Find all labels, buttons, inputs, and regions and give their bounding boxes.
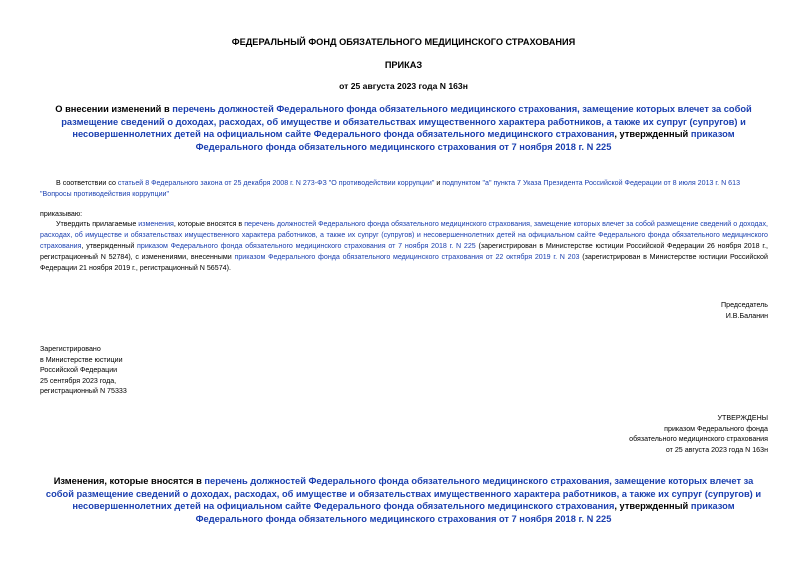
approved-line-3: обязательного медицинского страхования (629, 435, 768, 444)
registration-line-2: в Министерстве юстиции (40, 355, 123, 364)
changes-title-middle: , утвержденный (614, 501, 691, 512)
body-link-list[interactable]: перечень должностей Федерального фонда обязательного медицинского страхования, замещение которых влечет за собой размещение сведений о доходах, расходах, об имуществе и обязательствах имущественного характера работников, а также их супруг (супругов) и несовершеннолетних детей на официальном сайте Федерального фонда обязательного медицинского страхования (40, 220, 768, 250)
basis-paragraph (40, 178, 768, 199)
body-link-changes[interactable]: изменения (138, 220, 174, 228)
signature-position: Председатель (721, 301, 768, 309)
basis-text-2: и (434, 179, 443, 187)
title-link-list[interactable]: перечень должностей Федерального фонда обязательного медицинского страхования, замещение которых влечет за собой размещение сведений о доходах, расходах, об имуществе и обязательствах имущественного характера работников, а также их супруг (супругов) и несовершеннолетних детей на официальном сайте Федерального фонда обязательного медицинского страхования (61, 104, 752, 140)
prikazyvayu-label: приказываю: (40, 210, 83, 218)
changes-title-link-list[interactable]: перечень должностей Федерального фонда обязательного медицинского страхования, замещение которых влечет за собой размещение сведений о доходах, расходах, об имуществе и обязательствах имущественного характера работников, а также их супруг (супругов) и несовершеннолетних детей на официальном сайте Федерального фонда обязательного медицинского страхования (45, 476, 762, 512)
approved-line-2: приказом Федерального фонда (664, 424, 768, 433)
changes-title-prefix: Изменения, которые вносятся в (53, 476, 205, 486)
basis-text-1: В соответствии со (56, 179, 118, 187)
registration-line-3: Российской Федерации (40, 366, 118, 375)
doc-date-number: от 25 августа 2023 года N 163н (339, 81, 468, 91)
changes-title (40, 475, 767, 525)
title-link-order[interactable]: приказом Федерального фонда обязательного медицинского страхования от 7 ноября 2018 г. N 225 (195, 129, 735, 152)
body-text-3: , утвержденный (81, 241, 138, 250)
registration-block (40, 344, 127, 397)
approved-block (629, 413, 768, 455)
signature-block (721, 300, 768, 321)
approved-line-4: от 25 августа 2023 года N 163н (665, 445, 768, 454)
org-heading: ФЕДЕРАЛЬНЫЙ ФОНД ОБЯЗАТЕЛЬНОГО МЕДИЦИНСКОГО СТРАХОВАНИЯ (231, 37, 576, 47)
title-prefix: О внесении изменений в (55, 104, 173, 114)
body-text-2: , которые вносятся в (173, 220, 245, 228)
changes-title-link-order[interactable]: приказом Федерального фонда обязательного медицинского страхования от 7 ноября 2018 г. N 225 (195, 501, 735, 524)
registration-line-1: Зарегистрировано (40, 345, 101, 353)
title-middle: , утвержденный (614, 129, 691, 140)
order-body-paragraph (40, 219, 768, 274)
body-text-5: (зарегистрирован в Министерстве юстиции Российской Федерации 21 ноября 2019 г., регистрационный N 56574). (40, 252, 768, 272)
document-title (40, 103, 767, 153)
doc-type-heading: ПРИКАЗ (384, 60, 423, 70)
signature-name: И.В.Баланин (725, 311, 768, 320)
approved-line-1: УТВЕРЖДЕНЫ (717, 414, 768, 422)
body-text-4: (зарегистрирован в Министерстве юстиции Российской Федерации 26 ноября 2018 г., регистрационный N 52784), с изменениями, внесенными (40, 241, 769, 261)
basis-link-law[interactable]: статьей 8 Федерального закона от 25 декабря 2008 г. N 273-ФЗ "О противодействии коррупции" (117, 179, 435, 187)
body-text-1: Утвердить прилагаемые (56, 220, 139, 228)
body-link-order-225[interactable]: приказом Федерального фонда обязательного медицинского страхования от 7 ноября 2018 г. N 225 (137, 241, 476, 250)
registration-line-5: регистрационный N 75333 (40, 387, 127, 396)
basis-link-decree[interactable]: подпунктом "а" пункта 7 Указа Президента Российской Федерации от 8 июля 2013 г. N 613 "Вопросы противодействия коррупции" (40, 179, 741, 198)
body-link-order-203[interactable]: приказом Федерального фонда обязательного медицинского страхования от 22 октября 2019 г. N 203 (234, 252, 580, 261)
registration-line-4: 25 сентября 2023 года, (40, 376, 117, 385)
